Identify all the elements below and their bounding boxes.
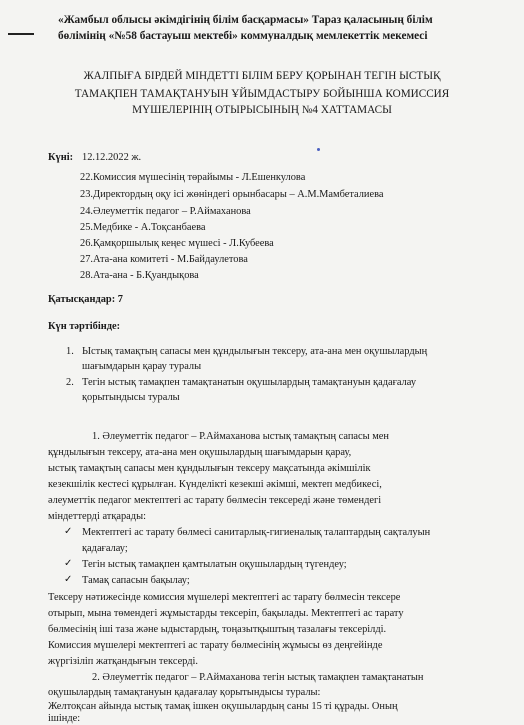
date-value: 12.12.2022 ж. [82,152,142,163]
agenda-item-1-number: 1. [66,346,74,357]
body2-line-4: Комиссия мүшелері мектептегі ас тарату бөлмесінің жұмысы өз деңгейінде [48,640,383,651]
agenda-heading: Күн тәртібінде: [48,321,121,332]
member-23: 23.Директордың оқу ісі жөніндегі орынбасары – А.М.Мамбеталиева [80,189,384,200]
title-line-2: ТАМАҚПЕН ТАМАҚТАНУЫН ҰЙЫМДАСТЫРУ БОЙЫНША КОМИССИЯ [74,88,450,100]
member-24: 24.Әлеуметтік педагог – Р.Аймаханова [80,206,251,217]
body1-line-2: құндылығын тексеру, ата-ана мен оқушылардың шағымдарын қарау, [48,447,352,458]
agenda-item-2-line-1: Тегін ыстық тамақпен тамақтанатын оқушылардың тамақтануын қадағалау [82,377,417,388]
checklist-item-2: Тегін ыстық тамақпен қамтылатын оқушылардың түгендеу; [82,559,347,570]
body1-line-1: 1. Әлеуметтік педагог – Р.Аймаханова ыстық тамақтың сапасы мен [92,431,389,442]
body2-line-5: жүргізіліп жатқандығын тексерді. [48,656,199,667]
ink-dot [317,148,320,151]
title-line-1: ЖАЛПЫҒА БІРДЕЙ МІНДЕТТІ БІЛІМ БЕРУ ҚОРЫНАН ТЕГІН ЫСТЫҚ [83,70,441,82]
agenda-item-1-line-2: шағымдарын қарау туралы [82,361,202,372]
agenda-item-2-line-2: қорытындысы туралы [82,392,180,403]
attendees-count: Қатысқандар: 7 [48,294,123,305]
agenda-item-1-line-1: Ыстық тамақтың сапасы мен құндылығын тексеру, ата-ана мен оқушылардың [82,346,428,357]
title-line-3: МҮШЕЛЕРІНІҢ ОТЫРЫСЫНЫҢ №4 ХАТТАМАСЫ [132,104,392,116]
checklist-item-1-line-1: Мектептегі ас тарату бөлмесі санитарлық-гигиеналық талаптардың сақталуын [82,527,431,538]
member-26: 26.Қамқоршылық кеңес мүшесі - Л.Кубеева [80,238,274,249]
body3-line-1: 2. Әлеуметтік педагог – Р.Аймаханова тегін ыстық тамақпен тамақтанатын [92,672,424,683]
member-22: 22.Комиссия мүшесінің төрайымы - Л.Ешенкулова [80,172,306,183]
body2-line-1: Тексеру нәтижесінде комиссия мүшелері мектептегі ас тарату бөлмесін тексере [48,592,401,603]
checkmark-icon: ✓ [64,574,73,585]
header-line-2: бөлімінің «№58 бастауыш мектебі» коммуналдық мемлекеттік мекемесі [58,30,428,42]
header-line-1: «Жамбыл облысы әкімдігінің білім басқармасы» Тараз қаласының білім [58,14,433,26]
body3-line-3: Желтоқсан айында ыстық тамақ ішкен оқушылардың саны 15 ті құрады. Оның [48,701,398,712]
member-25: 25.Медбике - А.Тоқсанбаева [80,222,206,233]
body1-line-6: міндеттерді атқарады: [48,511,146,522]
body2-line-2: отырып, мына төмендегі жұмыстарды тексеріп, бақылады. Мектептегі ас тарату [48,608,404,619]
body1-line-3: ыстық тамақтың сапасы мен құндылығын тексеру мақсатында әкімшілік [48,463,371,474]
body3-line-2: оқушылардың тамақтануын қадағалау қорытындысы туралы: [48,687,321,698]
body2-line-3: бөлмесінің іші таза және ыдыстардың, тоңазытқыштың тазалағы тексерілді. [48,624,387,635]
checklist-item-3: Тамақ сапасын бақылау; [82,575,190,586]
checklist-item-1-line-2: қадағалау; [82,543,128,554]
member-28: 28.Ата-ана - Б.Қуандықова [80,270,199,281]
margin-dash-mark [8,33,34,35]
body1-line-5: әлеуметтік педагог мектептегі ас тарату бөлмесін тексереді және төмендегі [48,495,382,506]
agenda-item-2-number: 2. [66,377,74,388]
member-27: 27.Ата-ана комитеті - М.Байдаулетова [80,254,248,265]
checkmark-icon: ✓ [64,526,73,537]
date-label: Күні: [48,152,74,163]
body3-line-4: ішінде: [48,713,81,724]
checkmark-icon: ✓ [64,558,73,569]
body1-line-4: кезекшілік кестесі құрылған. Күнделікті кезекші әкімші, мектеп медбикесі, [48,479,382,490]
